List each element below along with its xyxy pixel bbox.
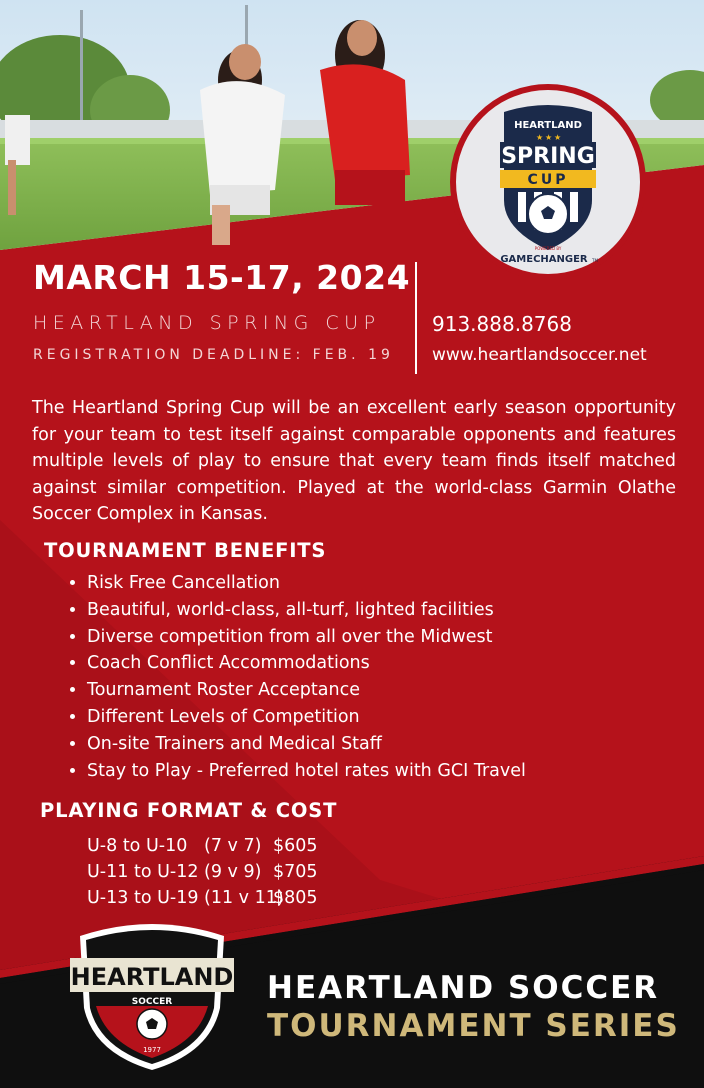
star-icon: ★ (545, 133, 553, 142)
age-group: U-8 to U-10 (87, 836, 188, 856)
format-title: PLAYING FORMAT & COST (40, 799, 338, 822)
series-title-line1: HEARTLAND SOCCER (267, 970, 660, 1006)
badge-name: HEARTLAND (70, 963, 234, 991)
list-item: • Different Levels of Competition (87, 704, 526, 731)
spring-cup-shield-icon (456, 90, 640, 274)
trademark: TM (592, 258, 598, 263)
list-item: • Beautiful, world-class, all-turf, lighted facilities (87, 597, 526, 624)
star-icon: ★ (554, 133, 562, 142)
play-format: (11 v 11) (204, 888, 284, 908)
event-date: MARCH 15-17, 2024 (33, 258, 411, 297)
registration-deadline: REGISTRATION DEADLINE: FEB. 19 (33, 347, 394, 363)
list-item: • Risk Free Cancellation (87, 570, 526, 597)
website-link[interactable]: www.heartlandsoccer.net (432, 345, 647, 365)
play-format: (7 v 7) (204, 836, 262, 856)
spring-cup-logo (450, 84, 646, 280)
event-description: The Heartland Spring Cup will be an excellent early season opportunity for your team to test itself against comparable opponents and features multiple levels of play to ensure that every team finds itself matched against similar competition. Played at the world-class Garmin Olathe Soccer Complex in Kansas. (32, 398, 676, 524)
badge-sub: SOCCER (131, 997, 173, 1007)
star-icon: ★ (536, 133, 544, 142)
cost: $705 (273, 862, 318, 882)
event-name: HEARTLAND SPRING CUP (33, 312, 381, 334)
divider (415, 262, 417, 374)
benefits-title: TOURNAMENT BENEFITS (44, 539, 327, 562)
badge-year: 1977 (143, 1046, 161, 1054)
heartland-soccer-badge (70, 918, 234, 1072)
list-item: • Diverse competition from all over the Midwest (87, 624, 526, 651)
cost: $805 (273, 888, 318, 908)
list-item: • On-site Trainers and Medical Staff (87, 731, 526, 758)
age-group: U-13 to U-19 (87, 888, 199, 908)
list-item: • Coach Conflict Accommodations (87, 650, 526, 677)
powered-by: POWERED BY (534, 246, 562, 251)
sponsor-name: GAMECHANGER (500, 254, 588, 265)
list-item: • Tournament Roster Acceptance (87, 677, 526, 704)
cost: $605 (273, 836, 318, 856)
age-group: U-11 to U-12 (87, 862, 199, 882)
benefits-list (62, 570, 526, 784)
series-title-line2: TOURNAMENT SERIES (267, 1008, 680, 1044)
logo-line2: CUP (527, 172, 569, 188)
play-format: (9 v 9) (204, 862, 262, 882)
list-item: • Stay to Play - Preferred hotel rates with GCI Travel (87, 758, 526, 785)
logo-arc-text: HEARTLAND (514, 120, 582, 131)
logo-line1: SPRING (501, 144, 595, 169)
phone-number[interactable]: 913.888.8768 (432, 312, 572, 336)
